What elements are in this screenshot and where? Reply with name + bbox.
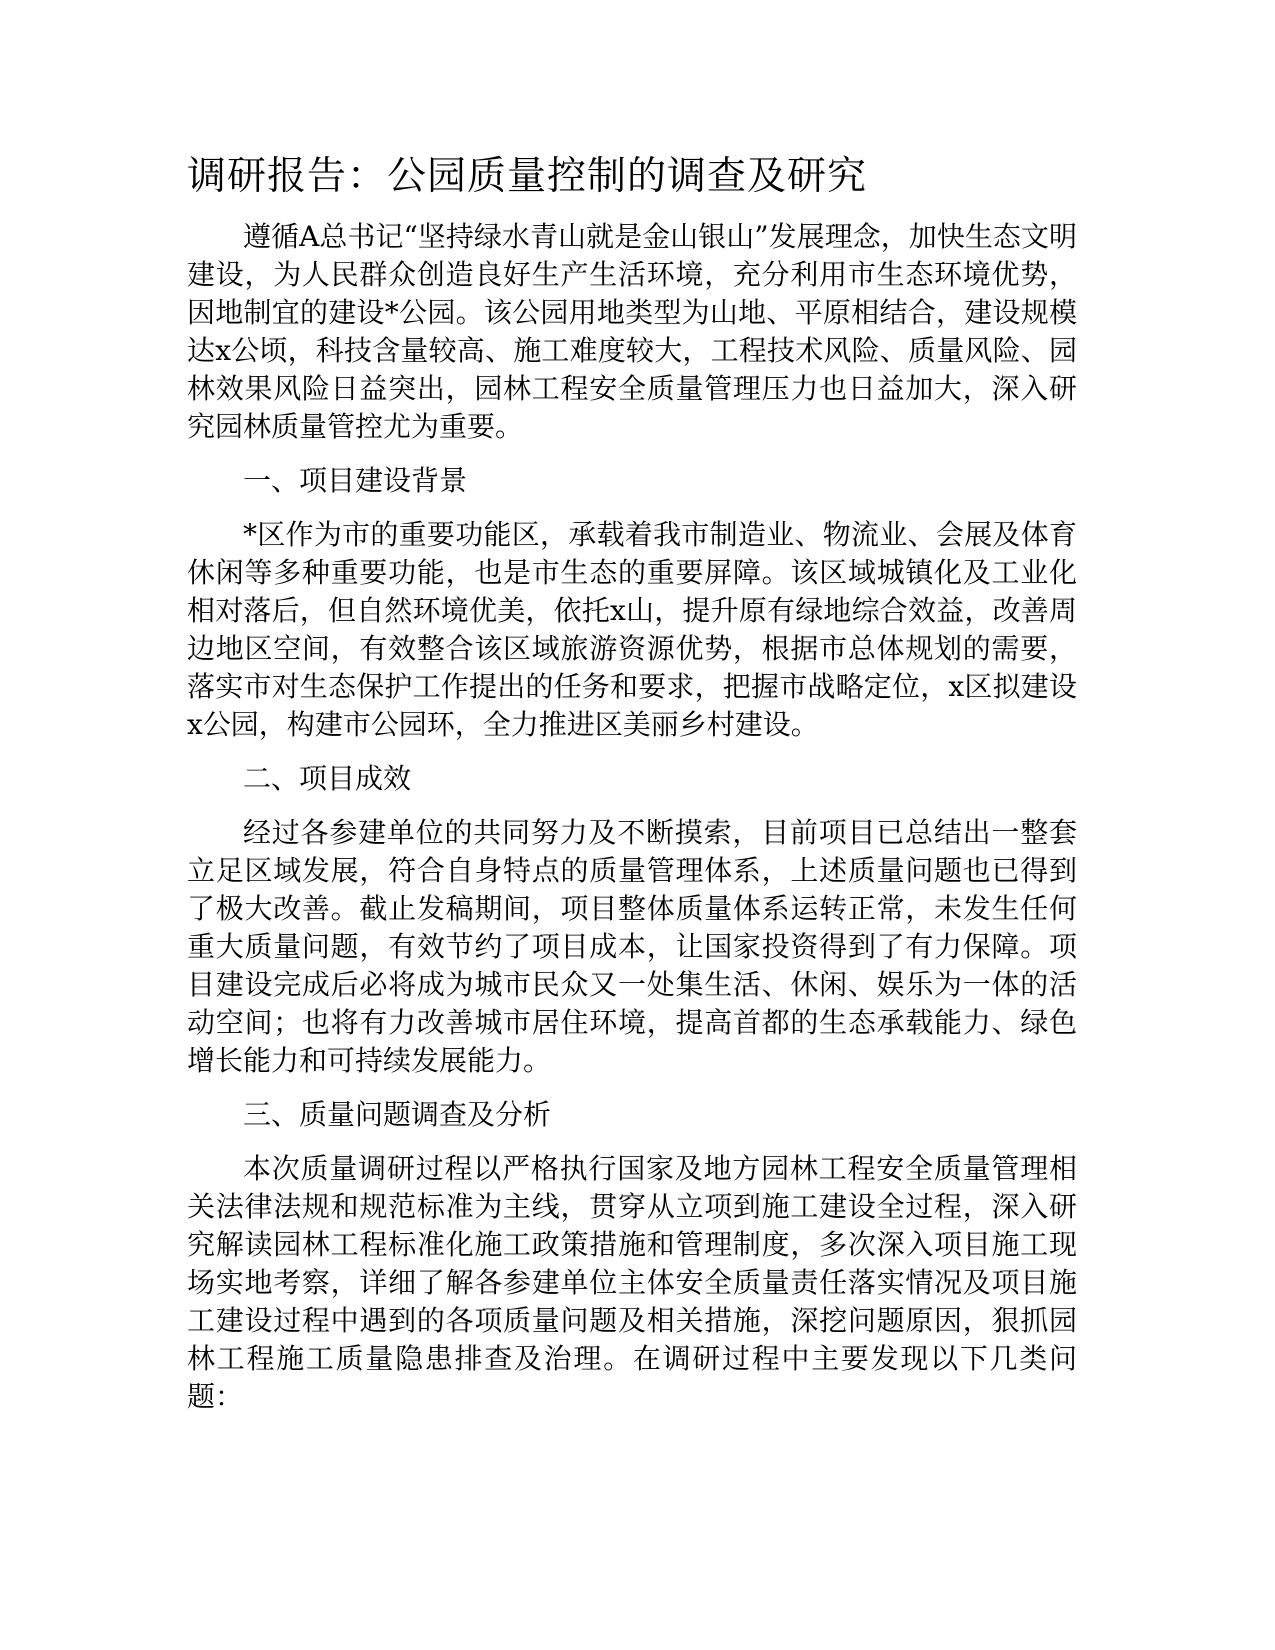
section-body-background: *区作为市的重要功能区，承载着我市制造业、物流业、会展及体育休闲等多种重要功能，也是市生态的重要屏障。该区域城镇化及工业化相对落后，但自然环境优美，依托x山，提升原有绿地综合效益，改善周边地区空间，有效整合该区域旅游资源优势，根据市总体规划的需要，落实市对生态保护工作提出的任务和要求，把握市战略定位，x区拟建设x公园，构建市公园环，全力推进区美丽乡村建设。 <box>187 518 1077 741</box>
section-body-results: 经过各参建单位的共同努力及不断摸索，目前项目已总结出一整套立足区域发展，符合自身特点的质量管理体系，上述质量问题也已得到了极大改善。截止发稿期间，项目整体质量体系运转正常，未发生任何重大质量问题，有效节约了项目成本，让国家投资得到了有力保障。项目建设完成后必将成为城市民众又一处集生活、休闲、娱乐为一体的活动空间；也将有力改善城市居住环境，提高首都的生态承载能力、绿色增长能力和可持续发展能力。 <box>187 816 1077 1077</box>
section-heading-results: 二、项目成效 <box>243 762 412 795</box>
section-heading-analysis: 三、质量问题调查及分析 <box>243 1098 552 1131</box>
intro-paragraph: 遵循A总书记“坚持绿水青山就是金山银山”发展理念，加快生态文明建设，为人民群众创造良好生产生活环境，充分利用市生态环境优势，因地制宜的建设*公园。该公园用地类型为山地、平原相结合，建设规模达x公顷，科技含量较高、施工难度较大，工程技术风险、质量风险、园林效果风险日益突出，园林工程安全质量管理压力也日益加大，深入研究园林质量管控尤为重要。 <box>187 220 1077 443</box>
section-heading-background: 一、项目建设背景 <box>243 464 468 497</box>
section-body-analysis: 本次质量调研过程以严格执行国家及地方园林工程安全质量管理相关法律法规和规范标准为主线，贯穿从立项到施工建设全过程，深入研究解读园林工程标准化施工政策措施和管理制度，多次深入项目施工现场实地考察，详细了解各参建单位主体安全质量责任落实情况及项目施工建设过程中遇到的各项质量问题及相关措施，深挖问题原因，狠抓园林工程施工质量隐患排查及治理。在调研过程中主要发现以下几类问题： <box>187 1152 1077 1413</box>
document-title: 调研报告：公园质量控制的调查及研究 <box>187 154 868 199</box>
document-body <box>187 148 1077 1416</box>
